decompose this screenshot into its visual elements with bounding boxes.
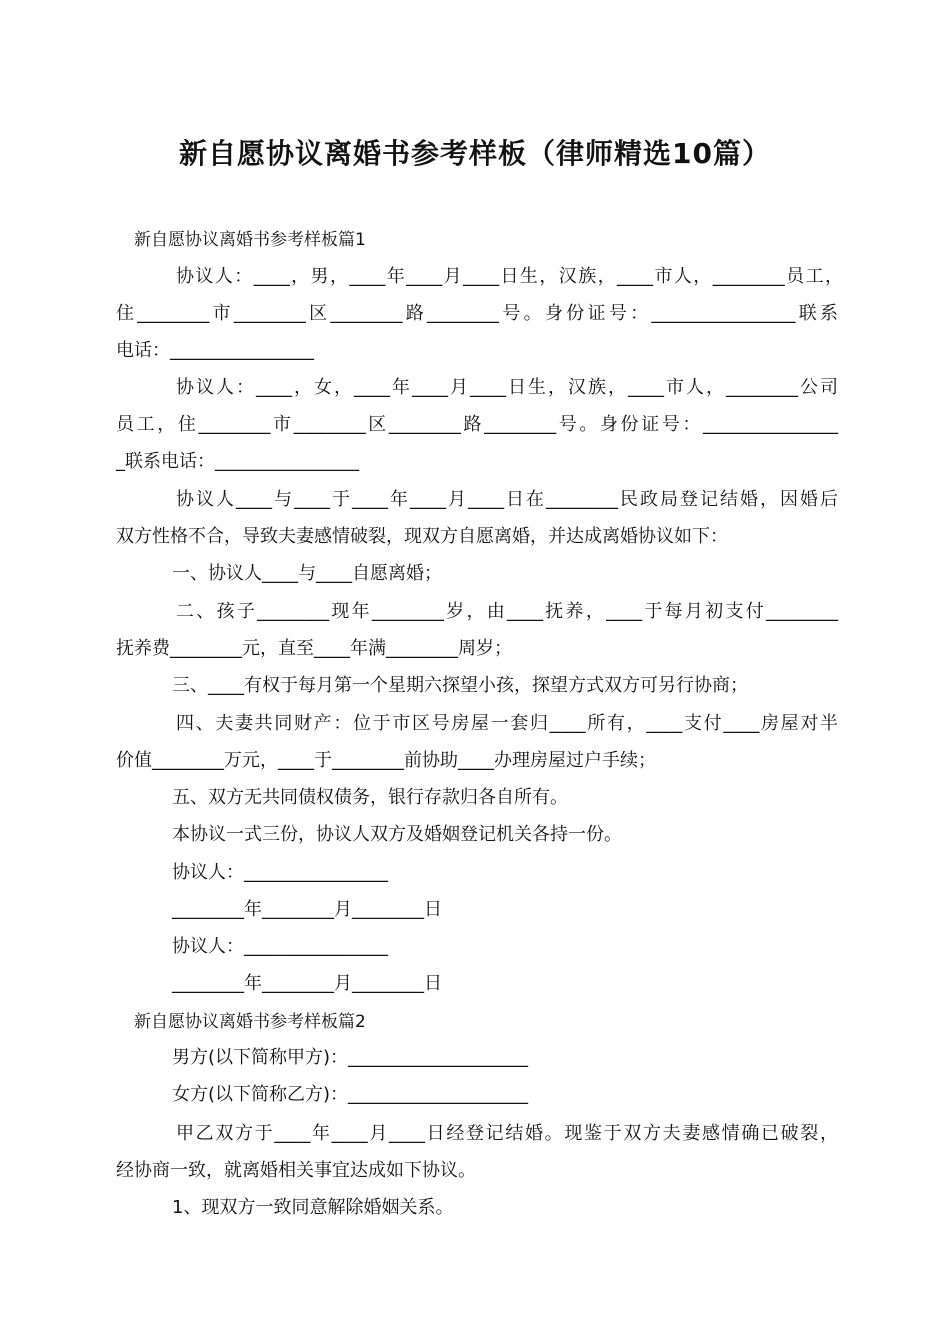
paragraph-line: 电话：________________ — [116, 340, 314, 361]
paragraph-line: 甲乙双方于____年____月____日经登记结婚。现鉴于双方夫妻感情确已破裂， — [176, 1123, 838, 1144]
list-item: 五、双方无共同债权债务，银行存款归各自所有。 — [172, 787, 568, 808]
paragraph-line: 经协商一致，就离婚相关事宜达成如下协议。 — [116, 1160, 476, 1181]
date-line: ________年________月________日 — [172, 973, 442, 994]
paragraph-line: 协议人：____，女，____年____月____日生，汉族，____市人，________公司 — [176, 377, 838, 398]
list-item: 1、现双方一致同意解除婚姻关系。 — [172, 1197, 454, 1218]
paragraph-line: 协议人____与____于____年____月____日在________民政局登记结婚，因婚后 — [176, 489, 838, 510]
document-title: 新自愿协议离婚书参考样板（律师精选10篇） — [179, 137, 771, 170]
paragraph-line: 住________市________区________路________号。身份证号：________________联系 — [116, 303, 838, 324]
party-line: 女方(以下简称乙方)：____________________ — [172, 1084, 529, 1105]
signature-line: 协议人：________________ — [172, 936, 388, 957]
section-heading-1: 新自愿协议离婚书参考样板篇1 — [134, 230, 366, 250]
paragraph-line: 价值________万元，____于________前协助____办理房屋过户手续； — [116, 750, 656, 771]
paragraph-line: 本协议一式三份，协议人双方及婚姻登记机关各持一份。 — [172, 824, 622, 845]
section-heading-2: 新自愿协议离婚书参考样板篇2 — [134, 1012, 366, 1032]
list-item: 四、夫妻共同财产：位于市区号房屋一套归____所有，____支付____房屋对半 — [176, 713, 838, 734]
date-line: ________年________月________日 — [172, 899, 442, 920]
list-item: 三、____有权于每月第一个星期六探望小孩，探望方式双方可另行协商； — [172, 675, 748, 696]
paragraph-line: 协议人：____，男，____年____月____日生，汉族，____市人，________员工， — [176, 266, 843, 287]
paragraph-line: 双方性格不合，导致夫妻感情破裂，现双方自愿离婚，并达成离婚协议如下： — [116, 526, 728, 547]
list-item: 二、孩子________现年________岁，由____抚养，____于每月初支付________ — [176, 601, 838, 622]
list-item: 一、协议人____与____自愿离婚； — [172, 563, 442, 584]
paragraph-line: 员工，住________市________区________路________号。身份证号：_______________ — [116, 414, 838, 435]
paragraph-line: _联系电话：________________ — [116, 451, 359, 472]
paragraph-line: 抚养费________元，直至____年满________周岁； — [116, 638, 512, 659]
party-line: 男方(以下简称甲方)：____________________ — [172, 1047, 529, 1068]
signature-line: 协议人：________________ — [172, 862, 388, 883]
